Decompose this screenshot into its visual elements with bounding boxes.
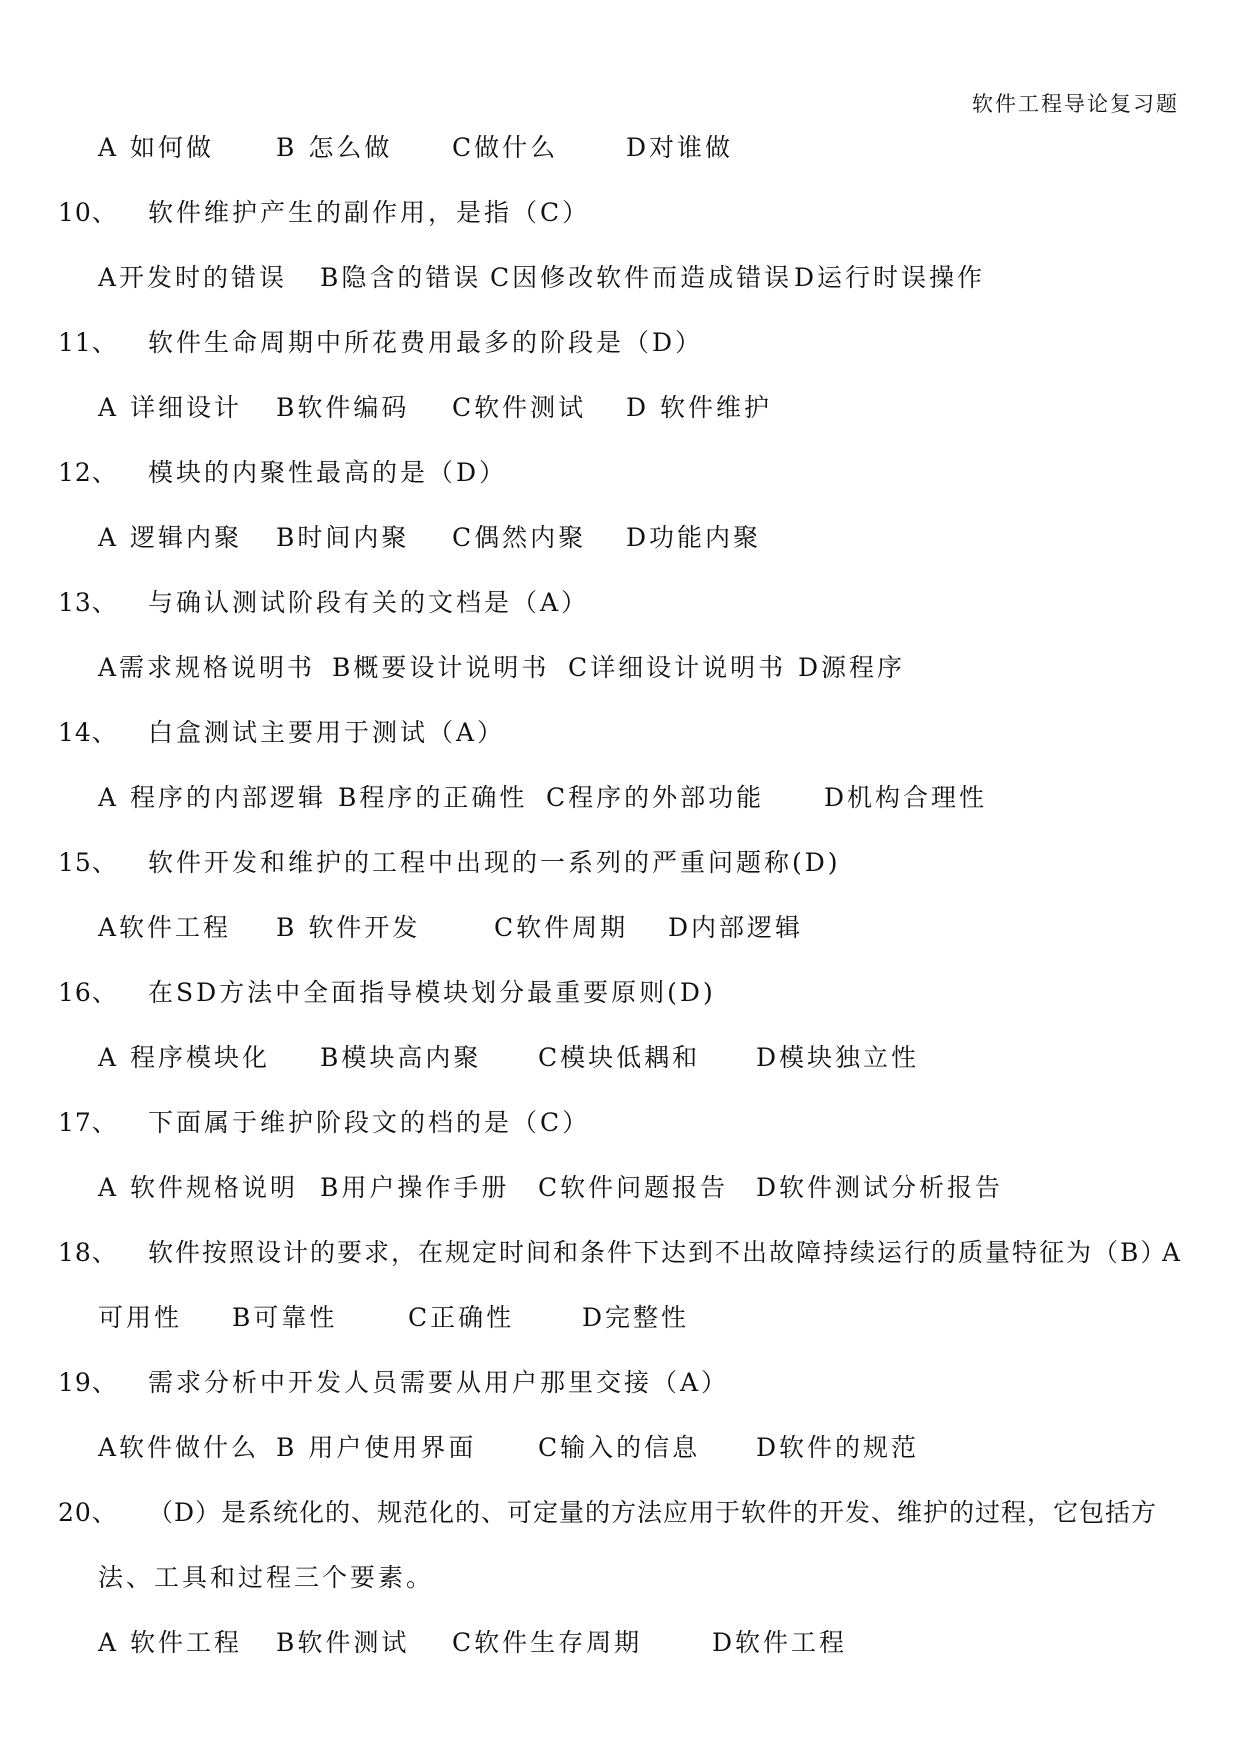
q20-option-b: B软件测试 [276, 1628, 410, 1657]
q12-option-c: C偶然内聚 [452, 523, 587, 552]
q16-number: 16、 [58, 978, 118, 1007]
q15-option-a: A软件工程 [98, 913, 232, 942]
q15-number: 15、 [58, 848, 118, 877]
q14-option-b: B程序的正确性 [338, 783, 528, 812]
q12-question: 模块的内聚性最高的是（D） [148, 458, 508, 487]
q19-option-d: D软件的规范 [756, 1433, 920, 1462]
q17-option-b: B用户操作手册 [320, 1173, 510, 1202]
q13-option-b: B概要设计说明书 [332, 653, 550, 682]
q18-number: 18、 [58, 1238, 118, 1267]
q15-option-b: B 软件开发 [276, 913, 421, 942]
q10-number: 10、 [58, 198, 118, 227]
q15-question: 软件开发和维护的工程中出现的一系列的严重问题称(D) [148, 848, 841, 877]
q14-question: 白盒测试主要用于测试（A） [148, 718, 506, 747]
q16-option-a: A 程序模块化 [98, 1043, 271, 1072]
q13-option-a: A需求规格说明书 [98, 653, 316, 682]
q11-option-c: C软件测试 [452, 393, 587, 422]
q20-option-d: D软件工程 [712, 1628, 848, 1657]
q11-option-a: A 详细设计 [98, 393, 243, 422]
q12-option-a: A 逻辑内聚 [98, 523, 243, 552]
q16-option-d: D模块独立性 [756, 1043, 920, 1072]
q9-option-d: D对谁做 [626, 133, 734, 162]
q20-question: （D）是系统化的、规范化的、可定量的方法应用于软件的开发、维护的过程，它包括方 [148, 1498, 1158, 1527]
q12-option-d: D功能内聚 [626, 523, 762, 552]
q14-option-a: A 程序的内部逻辑 [98, 783, 327, 812]
q12-option-b: B时间内聚 [276, 523, 410, 552]
q18-option-b: B可靠性 [232, 1303, 338, 1332]
q12-number: 12、 [58, 458, 118, 487]
q18-option-c: C正确性 [408, 1303, 515, 1332]
q20-option-c: C软件生存周期 [452, 1628, 643, 1657]
q16-question: 在SD方法中全面指导模块划分最重要原则(D) [148, 978, 716, 1007]
q11-option-b: B软件编码 [276, 393, 410, 422]
q14-number: 14、 [58, 718, 118, 747]
q14-option-c: C程序的外部功能 [546, 783, 765, 812]
q10-option-d: D运行时误操作 [794, 263, 986, 292]
q17-option-a: A 软件规格说明 [98, 1173, 299, 1202]
q13-option-c: C详细设计说明书 [568, 653, 787, 682]
q10-option-c: C因修改软件而造成错误 [490, 263, 793, 292]
q19-number: 19、 [58, 1368, 118, 1397]
q20-number: 20、 [58, 1498, 118, 1527]
q9-option-b: B 怎么做 [276, 133, 393, 162]
q20-question-cont: 法、工具和过程三个要素。 [98, 1563, 435, 1592]
q20-option-a: A 软件工程 [98, 1628, 243, 1657]
q17-question: 下面属于维护阶段文的档的是（C） [148, 1108, 591, 1137]
q19-option-a: A软件做什么 [98, 1433, 260, 1462]
q17-option-c: C软件问题报告 [538, 1173, 729, 1202]
page-header: 软件工程导论复习题 [972, 92, 1179, 116]
q15-option-c: C软件周期 [494, 913, 629, 942]
q11-option-d: D 软件维护 [626, 393, 772, 422]
q16-option-b: B模块高内聚 [320, 1043, 482, 1072]
q13-number: 13、 [58, 588, 118, 617]
q9-option-a: A 如何做 [98, 133, 215, 162]
q16-option-c: C模块低耦和 [538, 1043, 701, 1072]
q19-option-b: B 用户使用界面 [276, 1433, 477, 1462]
q9-option-c: C做什么 [452, 133, 559, 162]
q15-option-d: D内部逻辑 [668, 913, 804, 942]
q18-option-a: 可用性 [98, 1303, 183, 1332]
q14-option-d: D机构合理性 [824, 783, 988, 812]
q17-number: 17、 [58, 1108, 118, 1137]
q13-option-d: D源程序 [798, 653, 906, 682]
q11-number: 11、 [58, 328, 118, 357]
q19-option-c: C输入的信息 [538, 1433, 701, 1462]
q13-question: 与确认测试阶段有关的文档是（A） [148, 588, 590, 617]
q18-option-a-label: A [1162, 1238, 1184, 1267]
q10-option-b: B隐含的错误 [320, 263, 482, 292]
q10-option-a: A开发时的错误 [98, 263, 288, 292]
q17-option-d: D软件测试分析报告 [756, 1173, 1004, 1202]
q18-question: 软件按照设计的要求，在规定时间和条件下达到不出故障持续运行的质量特征为（B） [148, 1238, 1168, 1267]
q19-question: 需求分析中开发人员需要从用户那里交接（A） [148, 1368, 730, 1397]
q18-option-d: D完整性 [582, 1303, 690, 1332]
q10-question: 软件维护产生的副作用，是指（C） [148, 198, 591, 227]
q11-question: 软件生命周期中所花费用最多的阶段是（D） [148, 328, 704, 357]
